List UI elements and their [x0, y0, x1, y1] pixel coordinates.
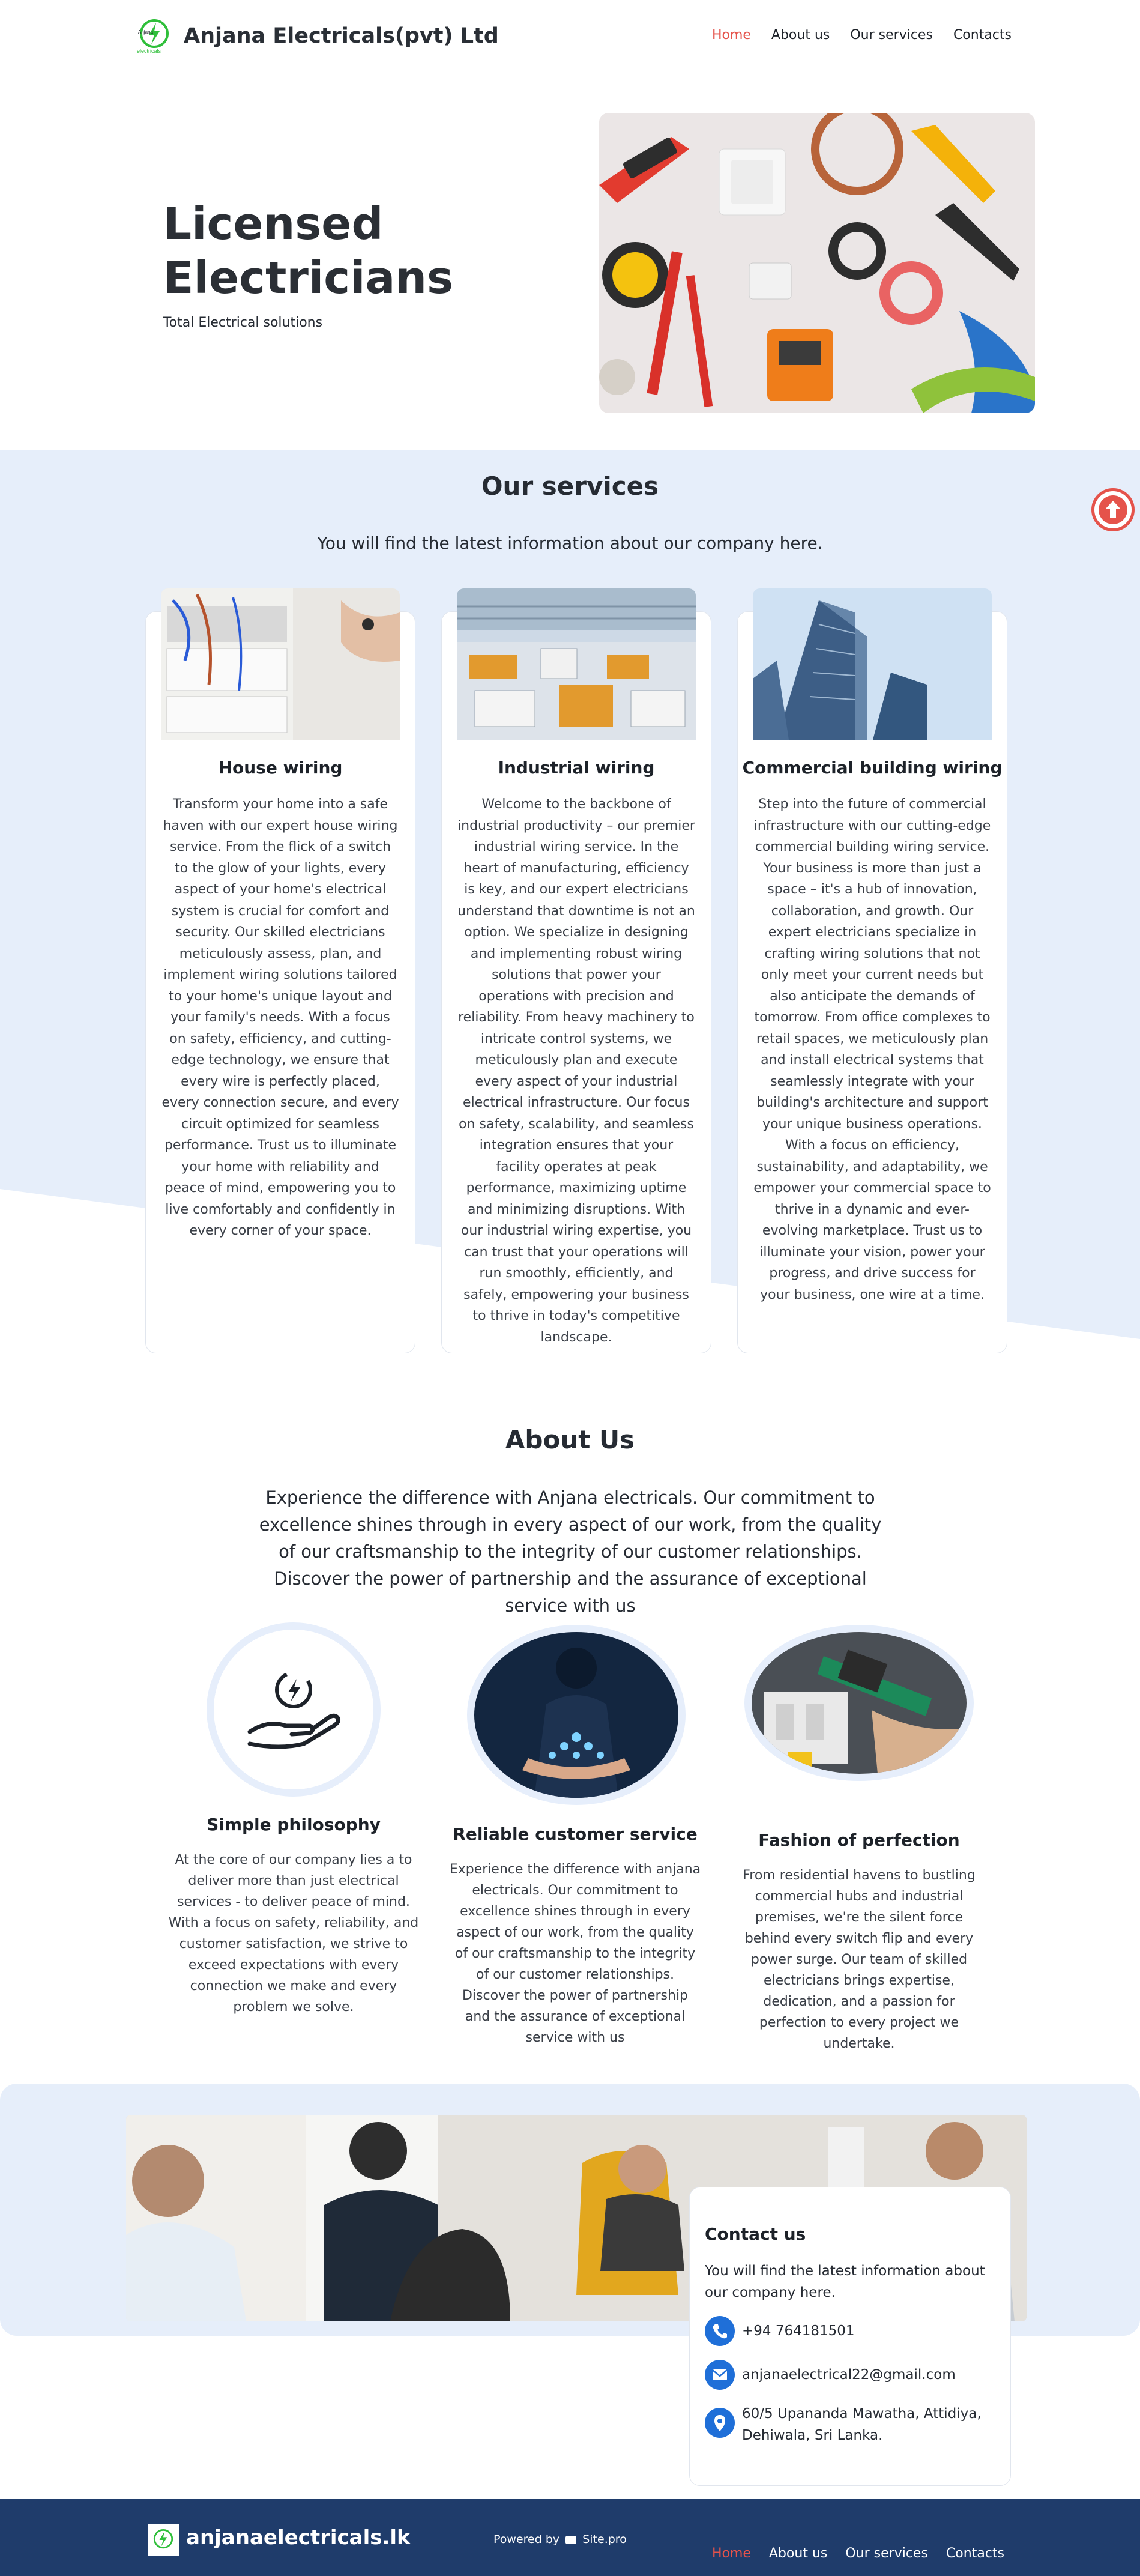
- about-item-title: Fashion of perfection: [758, 1830, 960, 1850]
- about-item-title: Reliable customer service: [453, 1824, 698, 1844]
- about-item-text: Experience the difference with anjana electricals. Our commitment to excellence shines through in every aspect of our work, from the quality of our craftsmanship to the integrity of our customer relationships. Discover the power of partnership and the assurance of exceptional service with us: [449, 1862, 701, 2045]
- email-icon: [705, 2360, 735, 2390]
- site-header: [0, 0, 1140, 72]
- about-philosophy-image: [207, 1622, 381, 1797]
- arrow-up-icon: [1094, 491, 1132, 528]
- nav-services[interactable]: Our services: [850, 28, 933, 43]
- hand-lightning-icon: [214, 1630, 373, 1789]
- hero-title-line1: Licensed: [163, 198, 384, 250]
- logo-icon[interactable]: [134, 16, 174, 55]
- industrial-wiring-image: [457, 588, 696, 740]
- nav-about[interactable]: About us: [771, 28, 830, 43]
- about-item-title: Simple philosophy: [207, 1815, 381, 1834]
- main-nav: [692, 28, 1012, 43]
- footer-nav-home[interactable]: Home: [711, 2546, 751, 2561]
- service-card-title: Industrial wiring: [498, 758, 655, 778]
- hero-title: [163, 197, 453, 305]
- phone-icon: [705, 2316, 735, 2346]
- nav-home[interactable]: Home: [711, 28, 751, 43]
- about-item-text: From residential havens to bustling commercial hubs and industrial premises, we're the silent force behind every switch flip and every power surge. Our team of skilled electricians brings expertise, dedication, and a passion for perfection to every project we undertake.: [743, 1868, 976, 2051]
- about-title: About Us: [505, 1425, 635, 1454]
- contact-email[interactable]: anjanaelectrical22@gmail.com: [742, 2367, 956, 2383]
- services-subtitle: You will find the latest information about our company here.: [317, 533, 823, 553]
- footer-nav: [694, 2546, 1004, 2561]
- footer-nav-about[interactable]: About us: [768, 2546, 828, 2561]
- footer-nav-services[interactable]: Our services: [845, 2546, 928, 2561]
- nav-contacts[interactable]: Contacts: [953, 28, 1012, 43]
- service-card-title: Commercial building wiring: [742, 758, 1003, 778]
- sitepro-icon: [565, 2536, 576, 2544]
- about-customer-service-image: [467, 1625, 686, 1805]
- site-footer: [0, 2499, 1140, 2576]
- contact-subtitle: You will find the latest information about our company here.: [705, 2263, 985, 2300]
- about-subtitle: Experience the difference with Anjana electricals. Our commitment to excellence shines through in every aspect of our work, from the quality of our craftsmanship to the integrity of our customer relationships. Discover the power of partnership and the assurance of exceptional service with us: [259, 1487, 882, 1616]
- house-wiring-image: [161, 588, 400, 740]
- footer-nav-contacts[interactable]: Contacts: [945, 2546, 1004, 2561]
- powered-by-label: Powered by: [493, 2533, 560, 2546]
- brand-name[interactable]: Anjana Electricals(pvt) Ltd: [184, 24, 499, 48]
- hero-tools-image: [599, 113, 1035, 413]
- location-pin-icon: [705, 2408, 735, 2438]
- contact-phone[interactable]: +94 764181501: [742, 2323, 855, 2339]
- service-card-text: Welcome to the backbone of industrial productivity – our premier industrial wiring service. In the heart of manufacturing, efficiency is key, and our expert electricians understand that downtime is not an option. We specialize in designing and implementing robust wiring solutions that power your operations with precision and reliability. From heavy machinery to intricate control systems, we meticulously plan and execute every aspect of your industrial electrical infrastructure. Our focus on safety, scalability, and seamless integration ensures that your facility operates at peak performance, maximizing uptime and minimizing disruptions. With our industrial wiring expertise, you can trust that your operations will run smoothly, efficiently, and safely, empowering your business to thrive in today's competitive landscape.: [457, 797, 695, 1345]
- hero-subtitle: Total Electrical solutions: [163, 315, 323, 330]
- services-title: Our services: [481, 471, 659, 501]
- scroll-to-top-button[interactable]: [1091, 488, 1135, 531]
- powered-by: [493, 2533, 627, 2546]
- commercial-building-image: [753, 588, 992, 740]
- contact-title: Contact us: [705, 2224, 806, 2244]
- sitepro-link[interactable]: Site.pro: [582, 2533, 627, 2546]
- footer-brand[interactable]: anjanaelectricals.lk: [186, 2526, 411, 2550]
- hero-title-line2: Electricians: [163, 252, 454, 304]
- contact-address: 60/5 Upananda Mawatha, Attidiya, Dehiwala, Sri Lanka.: [742, 2406, 982, 2443]
- service-card-text: Step into the future of commercial infrastructure with our cutting-edge commercial building wiring service. Your business is more than just a space – it's a hub of innovation, collaboration, and growth. Our expert electricians specialize in crafting wiring solutions that not only meet your current needs but also anticipate the demands of tomorrow. From office complexes to retail spaces, we meticulously plan and install electrical systems that seamlessly integrate with your building's architecture and support your unique business operations. With a focus on efficiency, sustainability, and adaptability, we empower your commercial space to thrive in a dynamic and ever-evolving marketplace. Trust us to illuminate your vision, power your progress, and drive success for your business, one wire at a time.: [753, 797, 991, 1302]
- about-item-text: At the core of our company lies a to deliver more than just electrical services - to deliver peace of mind. With a focus on safety, reliability, and customer satisfaction, we strive to exceed expectations with every connection we make and every problem we solve.: [168, 1852, 419, 2015]
- svg-text:electricals: electricals: [137, 48, 161, 54]
- about-perfection-image: [744, 1625, 974, 1781]
- service-card-title: House wiring: [218, 758, 343, 778]
- footer-logo-icon[interactable]: [148, 2524, 179, 2556]
- service-card-text: Transform your home into a safe haven with our expert house wiring service. From the flick of a switch to the glow of your lights, every aspect of your home's electrical system is crucial for comfort and security. Our skilled electricians meticulously assess, plan, and implement wiring solutions tailored to your home's unique layout and your family's needs. With a focus on safety, efficiency, and cutting-edge technology, we ensure that every wire is perfectly placed, every connection secure, and every circuit optimized for seamless performance. Trust us to illuminate your home with reliability and peace of mind, empowering you to live comfortably and confidently in every corner of your space.: [161, 797, 399, 1238]
- svg-text:Anjana: Anjana: [138, 29, 153, 35]
